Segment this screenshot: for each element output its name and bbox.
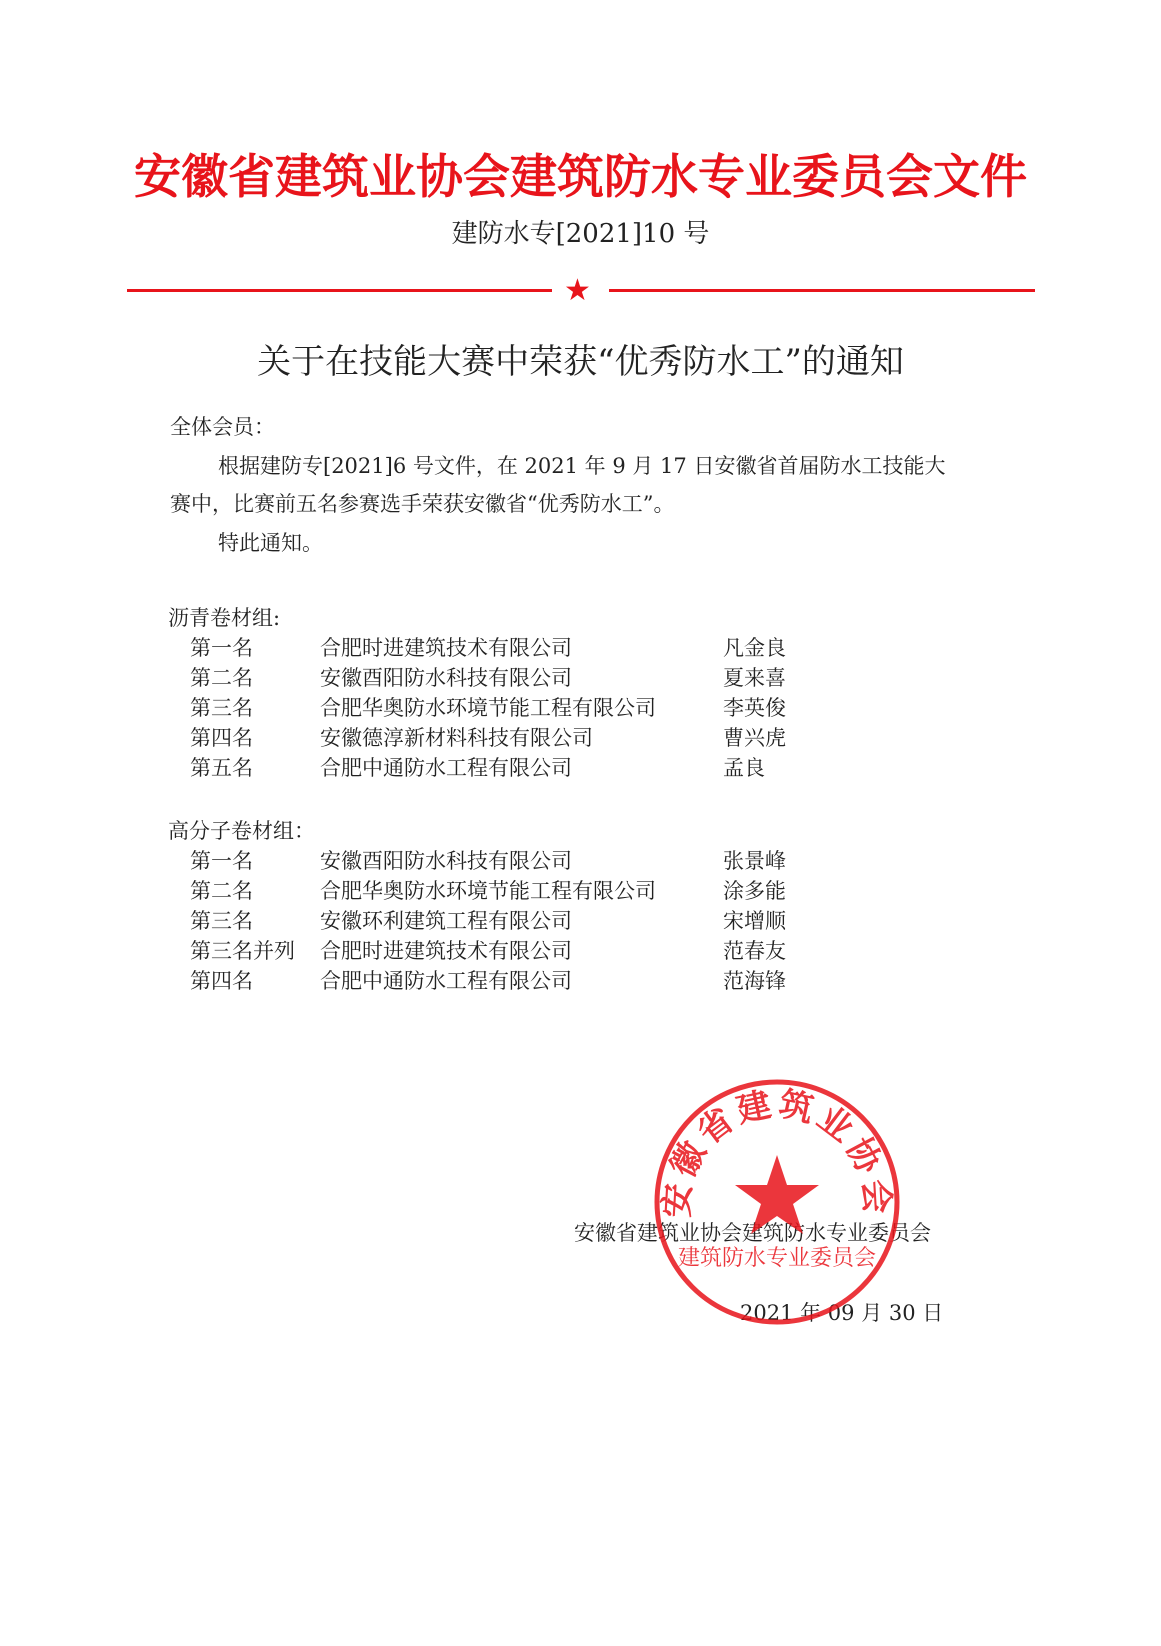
rank-cell: 第一名 — [190, 849, 253, 873]
table-row — [0, 905, 1161, 935]
rank-cell: 第三名 — [190, 909, 253, 933]
company-cell: 合肥时进建筑技术有限公司 — [320, 939, 572, 963]
winner-name-cell: 范海锋 — [723, 969, 786, 993]
company-cell: 合肥华奥防水环境节能工程有限公司 — [320, 696, 656, 720]
signature-org: 安徽省建筑业协会建筑防水专业委员会 — [574, 1221, 931, 1245]
salutation: 全体会员： — [170, 415, 275, 439]
table-row — [0, 752, 1161, 782]
official-seal-stamp — [652, 1077, 902, 1327]
company-cell: 合肥时进建筑技术有限公司 — [320, 636, 572, 660]
rank-cell: 第四名 — [190, 969, 253, 993]
rank-cell: 第三名并列 — [190, 939, 295, 963]
rank-cell: 第三名 — [190, 696, 253, 720]
rank-cell: 第四名 — [190, 726, 253, 750]
company-cell: 安徽德淳新材料科技有限公司 — [320, 726, 593, 750]
winner-name-cell: 李英俊 — [723, 696, 786, 720]
winner-name-cell: 范春友 — [723, 939, 786, 963]
rank-cell: 第一名 — [190, 636, 253, 660]
company-cell: 合肥中通防水工程有限公司 — [320, 969, 572, 993]
company-cell: 安徽酉阳防水科技有限公司 — [320, 666, 572, 690]
signature-date: 2021 年 09 月 30 日 — [740, 1301, 944, 1325]
table-row — [0, 662, 1161, 692]
table-row — [0, 965, 1161, 995]
group-title-asphalt: 沥青卷材组: — [168, 606, 281, 630]
group-title-polymer: 高分子卷材组： — [168, 819, 315, 843]
closing-line: 特此通知。 — [218, 531, 323, 555]
winner-name-cell: 孟良 — [723, 756, 765, 780]
rank-cell: 第五名 — [190, 756, 253, 780]
table-row — [0, 722, 1161, 752]
table-row — [0, 845, 1161, 875]
company-cell: 合肥华奥防水环境节能工程有限公司 — [320, 879, 656, 903]
table-row — [0, 935, 1161, 965]
red-divider-right — [609, 289, 1035, 292]
body-paragraph-line-1: 根据建防专[2021]6 号文件，在 2021 年 9 月 17 日安徽省首届防水工技能大 — [218, 454, 946, 478]
winner-name-cell: 夏来喜 — [723, 666, 786, 690]
red-divider-left — [127, 289, 552, 292]
seal-inner-text: 建筑防水专业委员会 — [677, 1246, 877, 1271]
table-row — [0, 692, 1161, 722]
seal-outer-text: 安徽省建筑业协会 — [657, 1083, 897, 1219]
star-icon: ★ — [564, 273, 591, 308]
winner-name-cell: 曹兴虎 — [723, 726, 786, 750]
table-row — [0, 632, 1161, 662]
company-cell: 合肥中通防水工程有限公司 — [320, 756, 572, 780]
company-cell: 安徽环利建筑工程有限公司 — [320, 909, 572, 933]
table-row — [0, 875, 1161, 905]
winner-name-cell: 张景峰 — [723, 849, 786, 873]
document-number: 建防水专[2021]10 号 — [451, 219, 710, 249]
winner-name-cell: 宋增顺 — [723, 909, 786, 933]
rank-cell: 第二名 — [190, 879, 253, 903]
rank-cell: 第二名 — [190, 666, 253, 690]
company-cell: 安徽酉阳防水科技有限公司 — [320, 849, 572, 873]
notice-title: 关于在技能大赛中荣获“优秀防水工”的通知 — [257, 342, 904, 382]
winner-name-cell: 凡金良 — [723, 636, 786, 660]
winner-name-cell: 涂多能 — [723, 879, 786, 903]
document-org-heading: 安徽省建筑业协会建筑防水专业委员会文件 — [134, 150, 1027, 205]
body-paragraph-line-2: 赛中，比赛前五名参赛选手荣获安徽省“优秀防水工”。 — [170, 492, 675, 516]
